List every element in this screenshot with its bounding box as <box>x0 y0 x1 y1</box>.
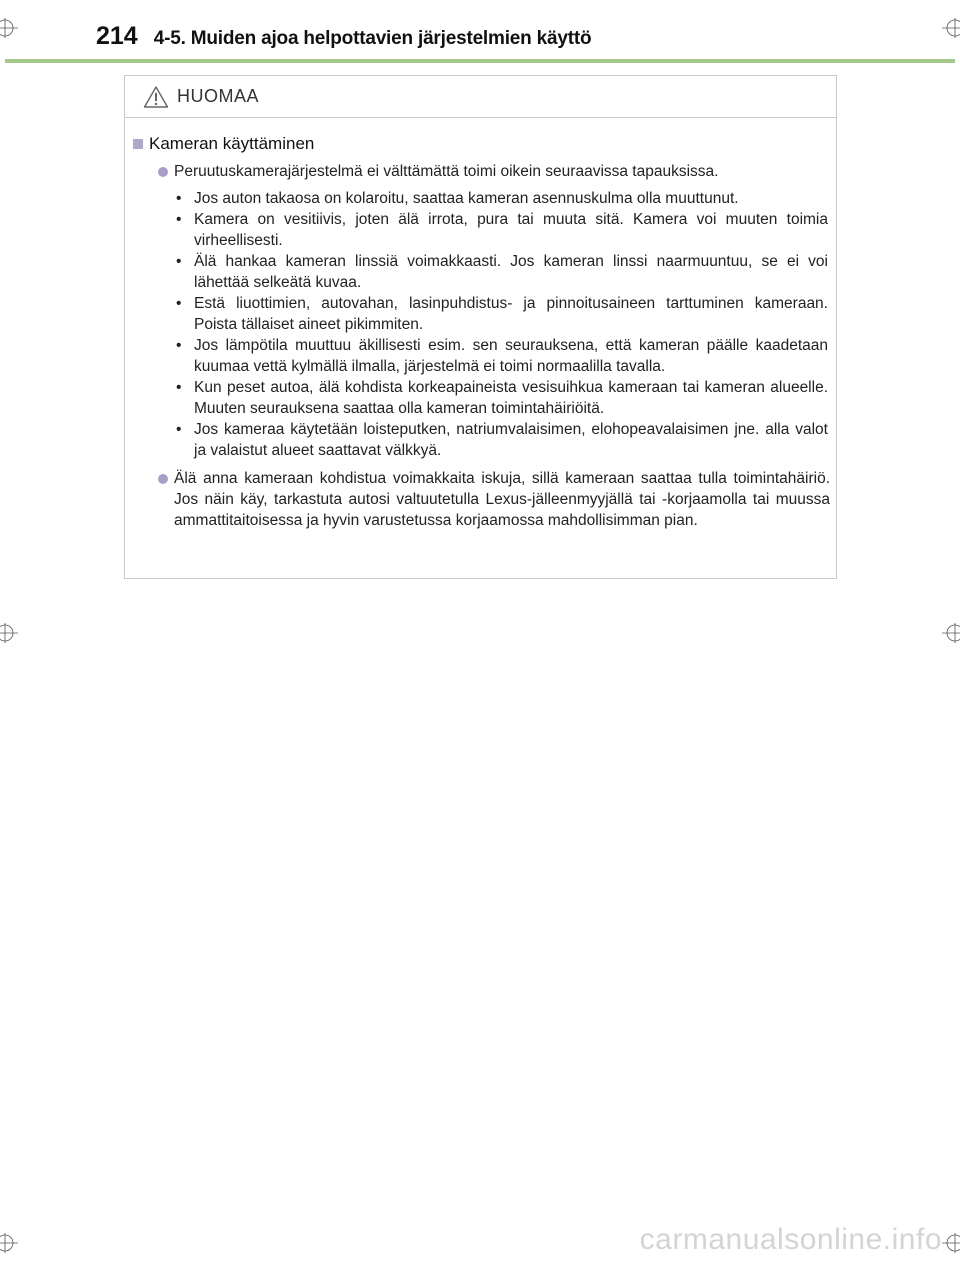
sub-bullet-list <box>133 188 830 461</box>
list-item-text: Peruutuskamerajärjestelmä ei välttämättä toimi oikein seuraavissa tapauksissa. <box>174 163 719 180</box>
notice-title: HUOMAA <box>177 86 260 106</box>
sub-bullet-text: Kamera on vesitiivis, joten älä irrota, pura tai muuta sitä. Kamera voi muuten toimia virheellisesti. <box>194 211 828 249</box>
sub-bullet-item: • Kamera on vesitiivis, joten älä irrota, pura tai muuta sitä. Kamera voi muuten toimia virheellisesti. <box>176 211 828 249</box>
crop-mark-mid-right <box>940 623 960 643</box>
sub-bullet-item: • Jos kameraa käytetään loisteputken, natriumvalaisimen, elohopeavalaisimen jne. alla valot ja valaistut alueet saattavat välkkyä. <box>176 421 828 459</box>
page-number: 214 <box>96 22 138 50</box>
watermark: carmanualsonline.info <box>639 1223 942 1256</box>
page-header <box>96 22 591 58</box>
notice-content <box>133 134 830 531</box>
warning-triangle-icon <box>143 85 169 109</box>
square-bullet-icon <box>133 139 143 149</box>
sub-bullet-item: • Jos auton takaosa on kolaroitu, saattaa kameran asennuskulma olla muuttunut. <box>176 188 830 209</box>
circle-bullet-icon <box>158 167 168 177</box>
section-title: Kameran käyttäminen <box>149 134 315 153</box>
sub-bullet-text: Jos lämpötila muuttuu äkillisesti esim. sen seurauksena, että kameran päälle kaadetaan kuumaa vettä kylmällä ilmalla, järjestelmä ei toimi normaalilla tavalla. <box>194 337 828 375</box>
sub-bullet-item: • Kun peset autoa, älä kohdista korkeapaineista vesisuihkua kameraan tai kameran alueelle. Muuten seurauksena saattaa olla kameran toimintahäiriöitä. <box>176 379 828 417</box>
sub-bullet-text: Älä hankaa kameran linssiä voimakkaasti. Jos kameran linssi naarmuuntuu, se ei voi lähettää selkeätä kuvaa. <box>194 253 828 291</box>
crop-mark-bottom-right <box>940 1233 960 1253</box>
sub-bullet-item: • Estä liuottimien, autovahan, lasinpuhdistus- ja pinnoitusaineen tarttuminen kameraan. Poista tällaiset aineet pikimmiten. <box>176 295 828 333</box>
crop-mark-top-left <box>0 18 20 38</box>
chapter-title: 4-5. Muiden ajoa helpottavien järjestelmien käyttö <box>153 28 592 49</box>
list-item-text: Älä anna kameraan kohdistua voimakkaita iskuja, sillä kameraan saattaa tulla toimintahäiriö. Jos näin käy, tarkastuta autosi valtuutetulla Lexus-jälleenmyyjällä tai -korjaamolla tai muussa ammattitaitoisessa ja hyvin varustetussa korjaamossa mahdollisimman pian. <box>174 470 830 529</box>
list-item <box>133 468 830 531</box>
sub-bullet-item: • Älä hankaa kameran linssiä voimakkaasti. Jos kameran linssi naarmuuntuu, se ei voi lähettää selkeätä kuvaa. <box>176 253 828 291</box>
sub-bullet-text: Jos auton takaosa on kolaroitu, saattaa kameran asennuskulma olla muuttunut. <box>194 190 739 207</box>
header-rule <box>5 59 955 63</box>
notice-box <box>124 75 837 579</box>
crop-mark-top-right <box>940 18 960 38</box>
sub-bullet-text: Estä liuottimien, autovahan, lasinpuhdistus- ja pinnoitusaineen tarttuminen kameraan. Poista tällaiset aineet pikimmiten. <box>194 295 828 333</box>
section-heading <box>133 134 830 154</box>
sub-bullet-item: • Jos lämpötila muuttuu äkillisesti esim. sen seurauksena, että kameran päälle kaadetaan kuumaa vettä kylmällä ilmalla, järjestelmä ei toimi normaalilla tavalla. <box>176 337 828 375</box>
sub-bullet-text: Kun peset autoa, älä kohdista korkeapaineista vesisuihkua kameraan tai kameran alueelle. Muuten seurauksena saattaa olla kameran toimintahäiriöitä. <box>194 379 828 417</box>
crop-mark-mid-left <box>0 623 20 643</box>
circle-bullet-icon <box>158 474 168 484</box>
crop-mark-bottom-left <box>0 1233 20 1253</box>
sub-bullet-text: Jos kameraa käytetään loisteputken, natriumvalaisimen, elohopeavalaisimen jne. alla valot ja valaistut alueet saattavat välkkyä. <box>194 421 828 459</box>
list-item <box>133 161 830 182</box>
notice-header <box>125 76 836 118</box>
